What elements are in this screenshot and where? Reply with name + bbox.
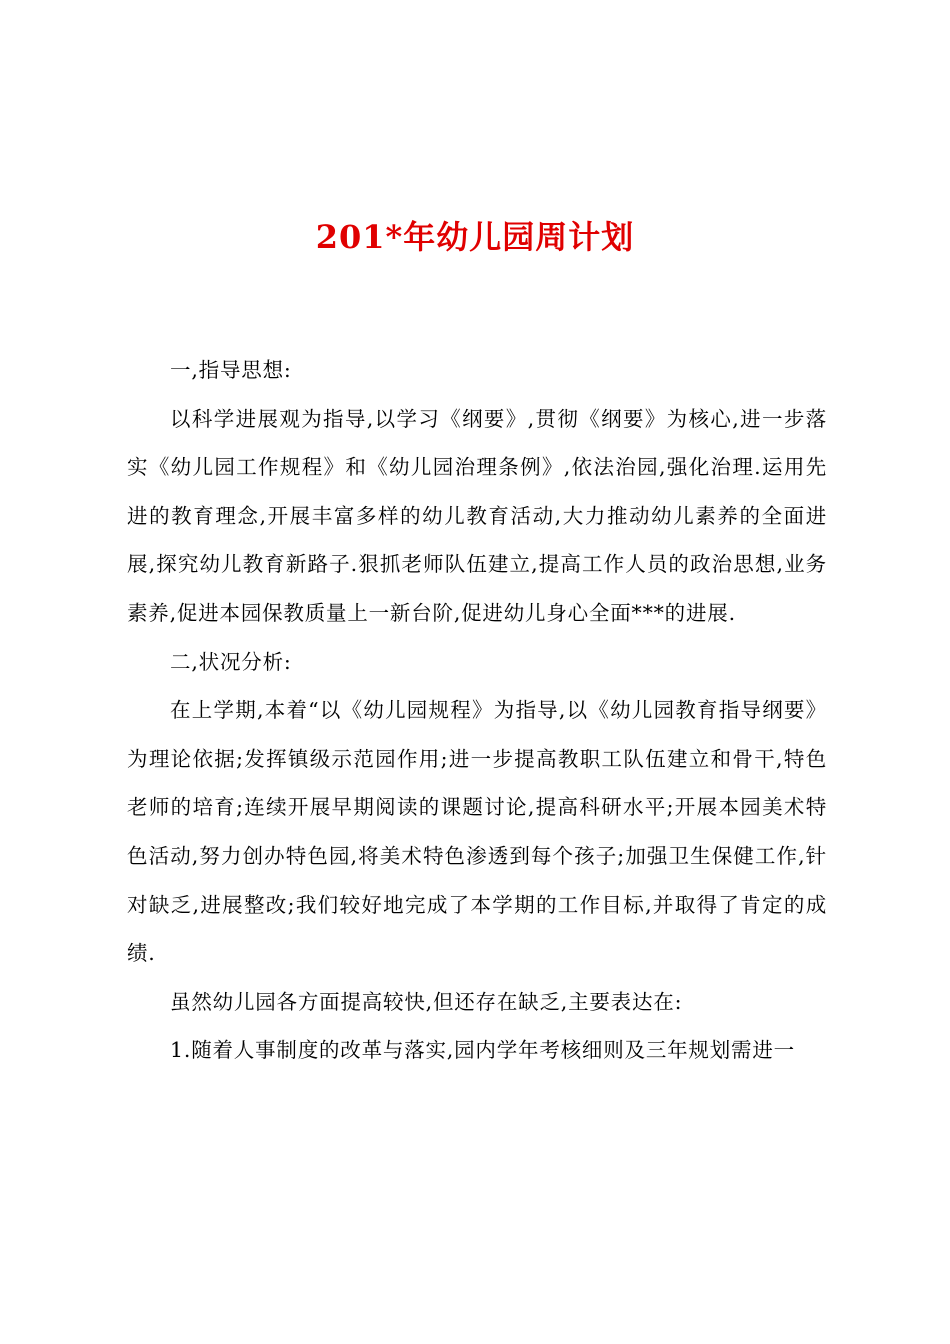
heading-situation-analysis: 二,状况分析: bbox=[170, 649, 292, 674]
paragraph-situation-analysis: 在上学期,本着“以《幼儿园规程》为指导,以《幼儿园教育指导纲要》为理论依据;发挥镇级示范园作用;进一步提高教职工队伍建立和骨干,特色老师的培育;连续开展早期阅读的课题讨论,提高科研水平;开展本园美术特色活动,努力创办特色园,将美术特色渗透到每个孩子;加强卫生保健工作,针对缺乏,进展整改;我们较好地完成了本学期的工作目标,并取得了肯定的成绩. bbox=[127, 698, 827, 966]
document-title: 201*年幼儿园周计划 bbox=[315, 218, 635, 256]
list-item-1: 1.随着人事制度的改革与落实,园内学年考核细则及三年规划需进一 bbox=[170, 1038, 795, 1063]
paragraph-shortcomings-intro: 虽然幼儿园各方面提高较快,但还存在缺乏,主要表达在: bbox=[170, 989, 683, 1014]
paragraph-guiding-ideology: 以科学进展观为指导,以学习《纲要》,贯彻《纲要》为核心,进一步落实《幼儿园工作规程》和《幼儿园治理条例》,依法治园,强化治理.运用先进的教育理念,开展丰富多样的幼儿教育活动,大力推动幼儿素养的全面进展,探究幼儿教育新路子.狠抓老师队伍建立,提高工作人员的政治思想,业务素养,促进本园保教质量上一新台阶,促进幼儿身心全面***的进展. bbox=[127, 406, 827, 625]
heading-guiding-ideology: 一,指导思想: bbox=[170, 358, 292, 382]
document-body bbox=[127, 346, 827, 1075]
